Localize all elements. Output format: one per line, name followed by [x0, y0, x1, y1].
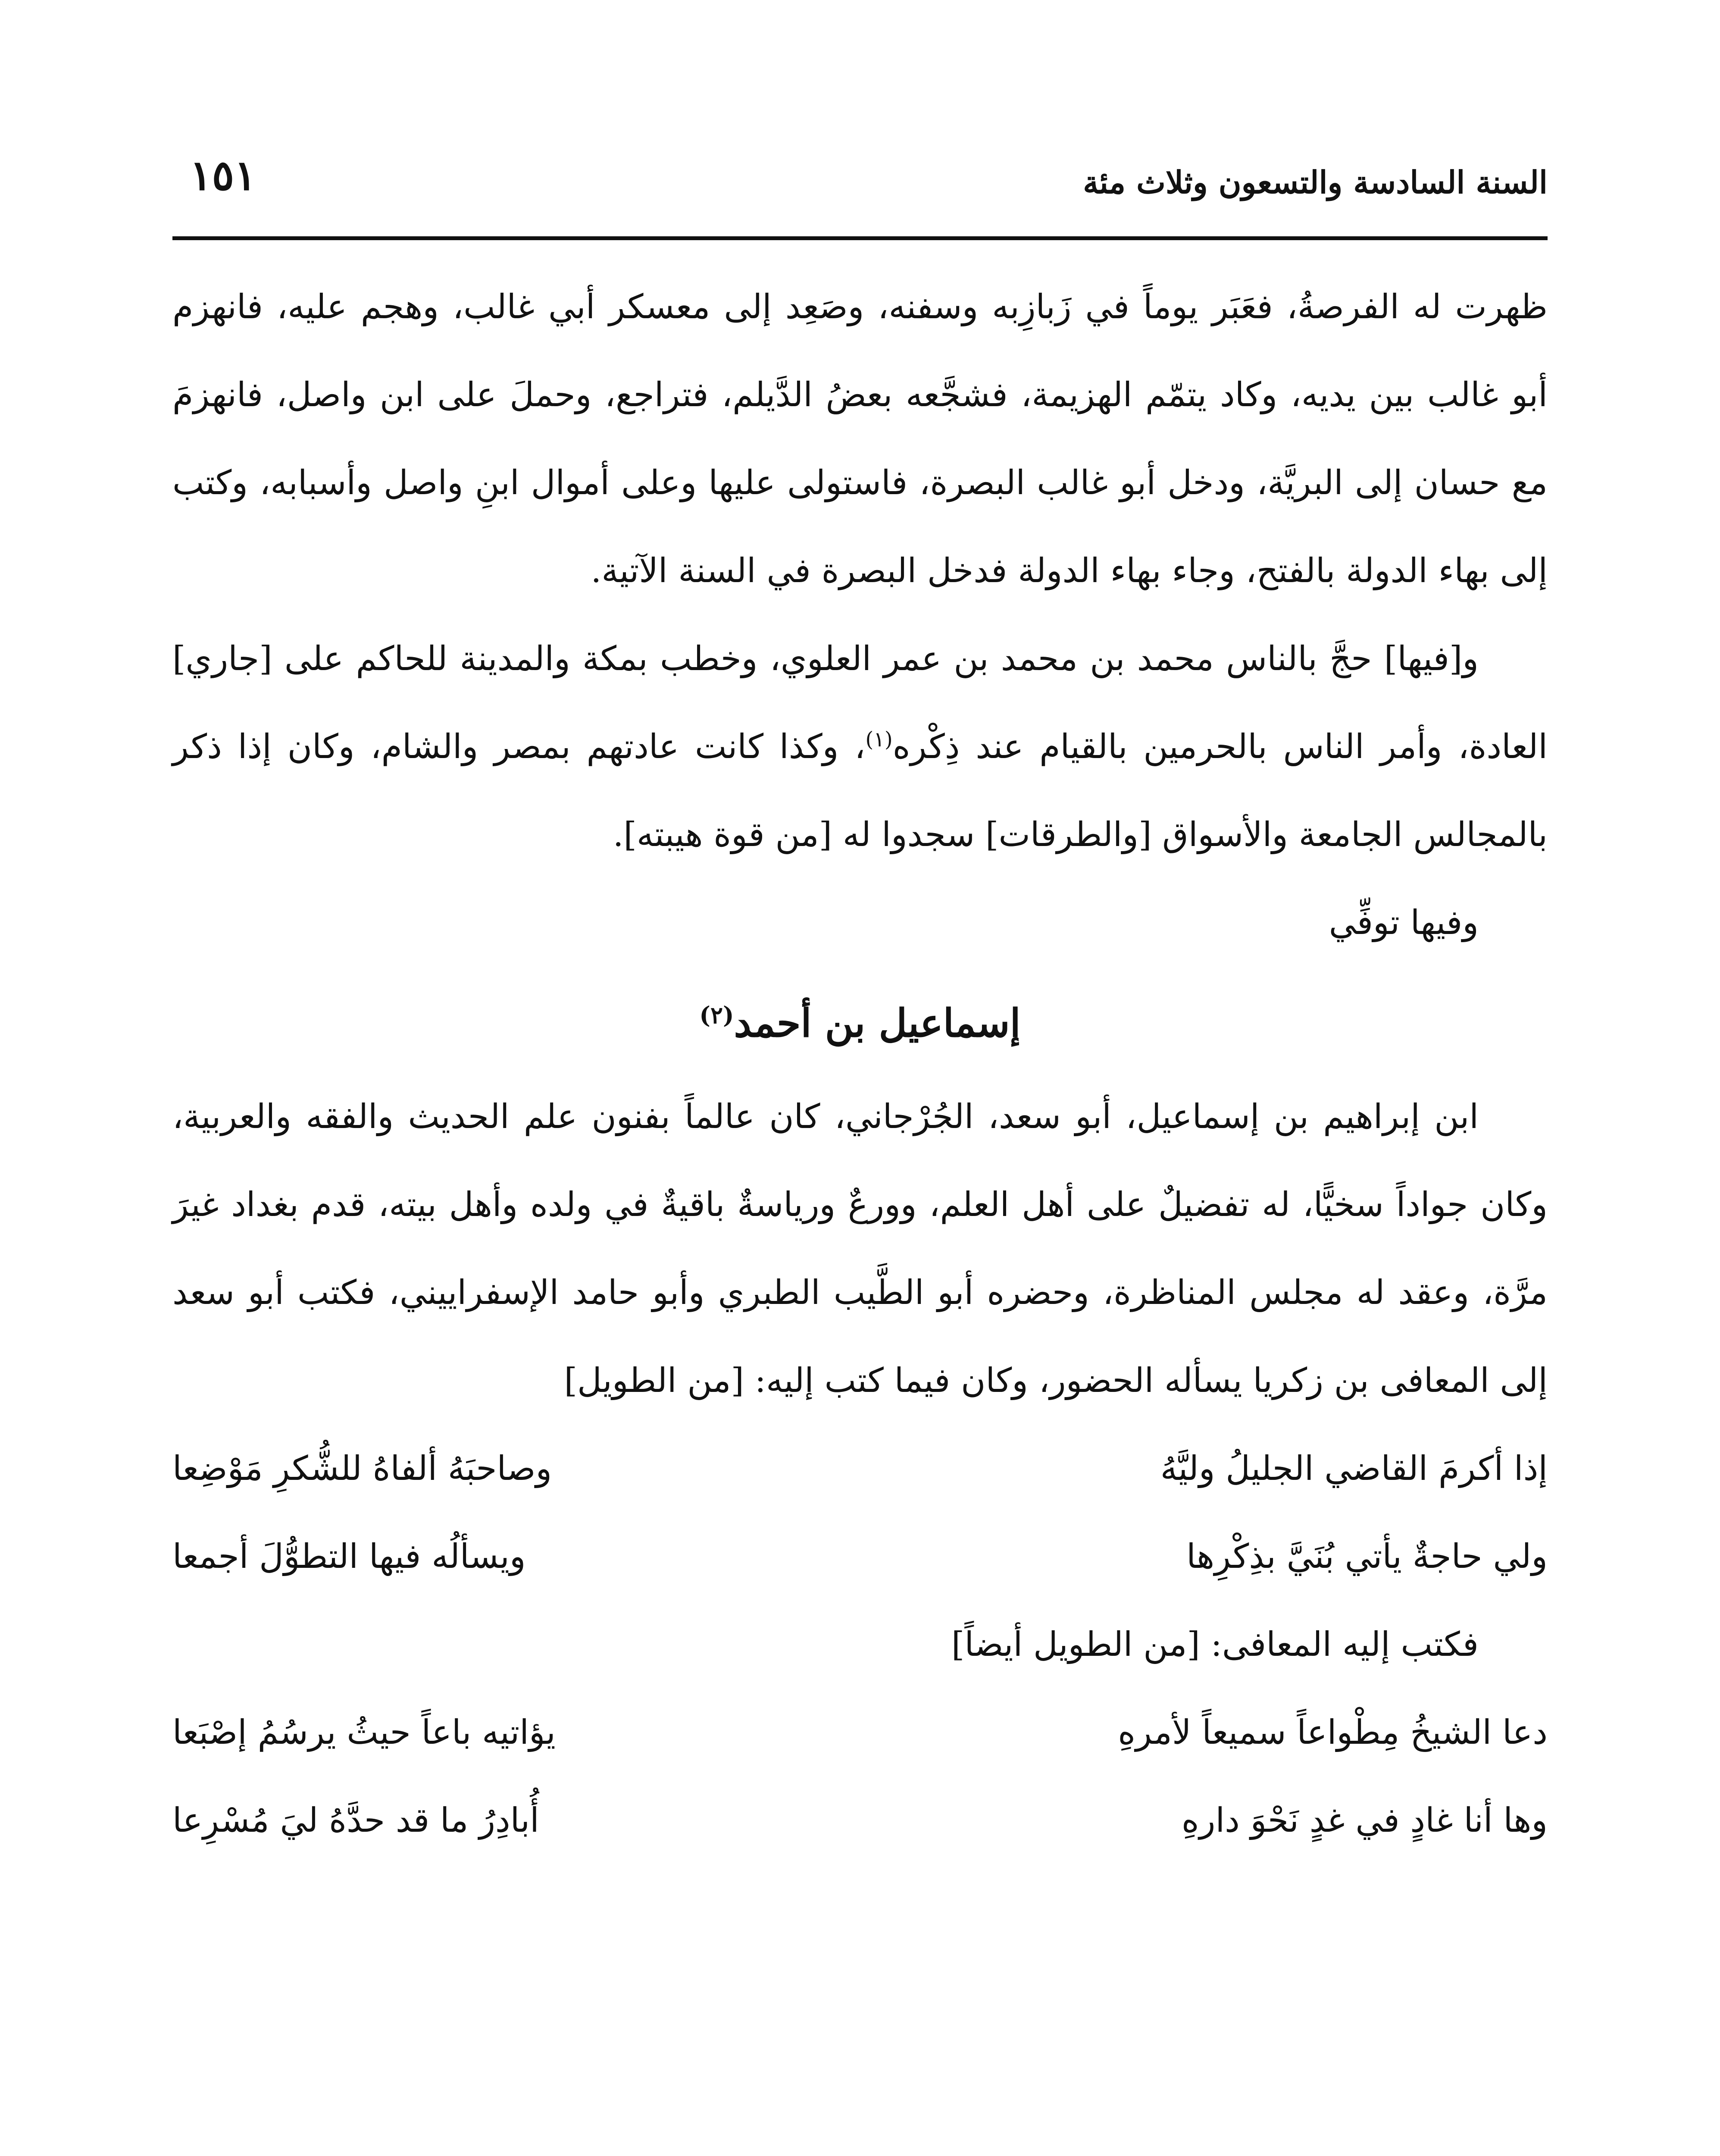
verse-second-hemistich: وصاحبَهُ ألفاهُ للشُّكرِ مَوْضِعا	[172, 1449, 552, 1488]
paragraph-hajj-text-b: ، وكذا كانت عادتهم بمصر والشام، وكان إذا ذكر بالمجالس الجامعة والأسواق [والطرقات] سجدوا له [من قوة هيبته].	[172, 727, 1548, 854]
paragraph-hajj	[172, 615, 1548, 879]
entry-heading	[172, 967, 1548, 1073]
verse-second-hemistich: ويسألُه فيها التطوُّلَ أجمعا	[172, 1537, 526, 1576]
entry-heading-name: إسماعيل بن أحمد	[734, 1000, 1021, 1046]
paragraph-biography: ابن إبراهيم بن إسماعيل، أبو سعد، الجُرْجاني، كان عالماً بفنون علم الحديث والفقه والعربية، وكان جواداً سخيًّا، له تفضيلٌ على أهل العلم، وورعٌ ورياسةٌ باقيةٌ في ولده وأهل بيته، قدم بغداد غيرَ مرَّة، وعقد له مجلس المناظرة، وحضره أبو الطَّيب الطبري وأبو حامد الإسفراييني، فكتب أبو سعد إلى المعافى بن زكريا يسأله الحضور، وكان فيما كتب إليه: [من الطويل]	[172, 1097, 1548, 1400]
page-number: ١٥١	[190, 151, 256, 200]
paragraph-hajj-text-a: و[فيها] حجَّ بالناس محمد بن محمد بن عمر العلوي، وخطب بمكة والمدينة للحاكم على [جاري] العادة، وأمر الناس بالحرمين بالقيام عند ذِكْره	[172, 639, 1548, 766]
poem-first	[172, 1425, 1548, 1601]
verse-first-hemistich: وها أنا غادٍ في غدٍ نَحْوَ دارهِ	[1181, 1801, 1548, 1840]
verse-first-hemistich: دعا الشيخُ مِطْواعاً سميعاً لأمرهِ	[1118, 1713, 1548, 1752]
verse-first-hemistich: ولي حاجةٌ يأتي بُنَيَّ بذِكْرِها	[1186, 1537, 1548, 1576]
verse-second-hemistich: يؤاتيه باعاً حيثُ يرسُمُ إصْبَعا	[172, 1713, 556, 1752]
paragraph-battle: ظهرت له الفرصةُ، فعَبَر يوماً في زَبازِبه وسفنه، وصَعِد إلى معسكر أبي غالب، وهجم عليه، فانهزم أبو غالب بين يديه، وكاد يتمّم الهزيمة، فشجَّعه بعضُ الدَّيلم، فتراجع، وحملَ على ابن واصل، فانهزمَ مع حسان إلى البريَّة، ودخل أبو غالب البصرة، فاستولى عليها وعلى أموال ابنِ واصل وأسبابه، وكتب إلى بهاء الدولة بالفتح، وجاء بهاء الدولة فدخل البصرة في السنة الآتية.	[172, 288, 1548, 590]
verse-line	[172, 1689, 1548, 1777]
page-header	[172, 147, 1548, 233]
running-title: السنة السادسة والتسعون وثلاث مئة	[1083, 164, 1548, 201]
paragraph-death-intro: وفيها توفِّي	[1329, 903, 1479, 942]
verse-second-hemistich: أُبادِرُ ما قد حدَّهُ ليَ مُسْرِعا	[172, 1801, 539, 1840]
verse-line	[172, 1513, 1548, 1601]
footnote-ref-2: (٢)	[699, 1001, 734, 1029]
paragraph-reply-intro: فكتب إليه المعافى: [من الطويل أيضاً]	[951, 1625, 1479, 1664]
header-rule	[172, 236, 1548, 240]
verse-line	[172, 1425, 1548, 1513]
footnote-ref-1: (١)	[865, 727, 893, 752]
verse-line	[172, 1777, 1548, 1865]
poem-second	[172, 1689, 1548, 1865]
verse-first-hemistich: إذا أكرمَ القاضي الجليلُ وليَّهُ	[1160, 1449, 1548, 1488]
main-text	[172, 263, 1548, 1865]
